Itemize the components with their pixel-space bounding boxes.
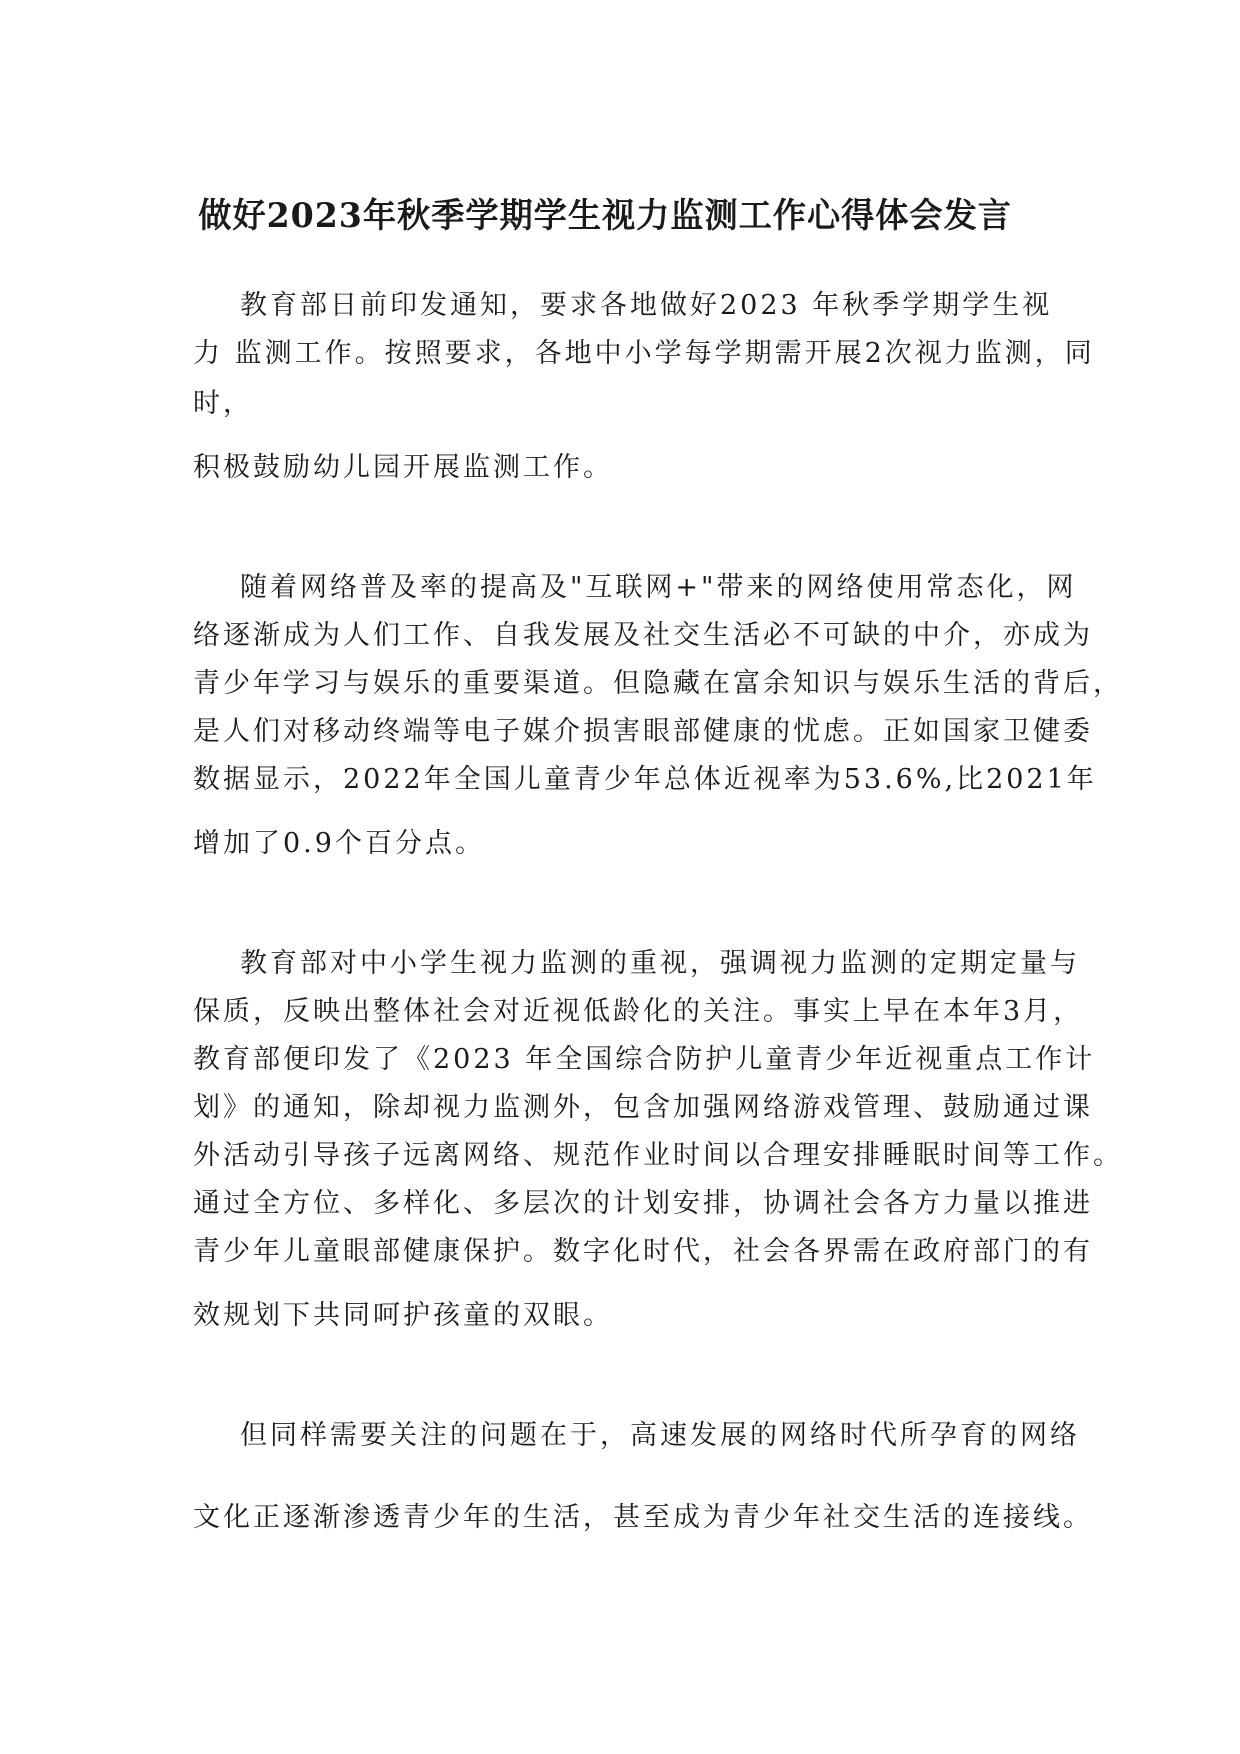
paragraph-4-line-2: 文化正逐渐渗透青少年的生活，甚至成为青少年社交生活的连接线。 [193,1502,1093,1533]
paragraph-2-line-6: 增加了0.9个百分点。 [193,828,485,859]
paragraph-4-line-1: 但同样需要关注的问题在于，高速发展的网络时代所孕育的网络 [240,1420,1080,1451]
paragraph-1-line-1: 教育部日前印发通知，要求各地做好2023 年秋季学期学生视 [240,290,1053,321]
paragraph-3-line-8: 效规划下共同呵护孩童的双眼。 [193,1300,613,1331]
paragraph-3-line-3: 教育部便印发了《2023 年全国综合防护儿童青少年近视重点工作计 [193,1044,1096,1075]
paragraph-3-line-1: 教育部对中小学生视力监测的重视，强调视力监测的定期定量与 [240,948,1080,979]
paragraph-2-line-1: 随着网络普及率的提高及"互联网+"带来的网络使用常态化，网 [240,572,1077,603]
paragraph-2-line-3: 青少年学习与娱乐的重要渠道。但隐藏在富余知识与娱乐生活的背后， [193,668,1123,699]
paragraph-1-line-4: 积极鼓励幼儿园开展监测工作。 [193,452,613,483]
paragraph-3-line-7: 青少年儿童眼部健康保护。数字化时代，社会各界需在政府部门的有 [193,1236,1093,1267]
paragraph-2-line-4: 是人们对移动终端等电子媒介损害眼部健康的忧虑。正如国家卫健委 [193,716,1093,747]
document-title: 做好2023年秋季学期学生视力监测工作心得体会发言 [198,196,1012,236]
paragraph-3-line-6: 通过全方位、多样化、多层次的计划安排，协调社会各方力量以推进 [193,1188,1093,1219]
paragraph-2-line-2: 络逐渐成为人们工作、自我发展及社交生活必不可缺的中介，亦成为 [193,620,1093,651]
paragraph-3-line-5: 外活动引导孩子远离网络、规范作业时间以合理安排睡眠时间等工作。 [193,1140,1123,1171]
paragraph-3-line-4: 划》的通知，除却视力监测外，包含加强网络游戏管理、鼓励通过课 [193,1092,1093,1123]
paragraph-2-line-5: 数据显示，2022年全国儿童青少年总体近视率为53.6%,比2021年 [193,764,1097,795]
paragraph-3-line-2: 保质，反映出整体社会对近视低龄化的关注。事实上早在本年3月， [193,996,1084,1027]
paragraph-1-line-3: 时， [193,388,253,419]
paragraph-1-line-2: 力 监测工作。按照要求，各地中小学每学期需开展2次视力监测，同 [193,338,1095,369]
